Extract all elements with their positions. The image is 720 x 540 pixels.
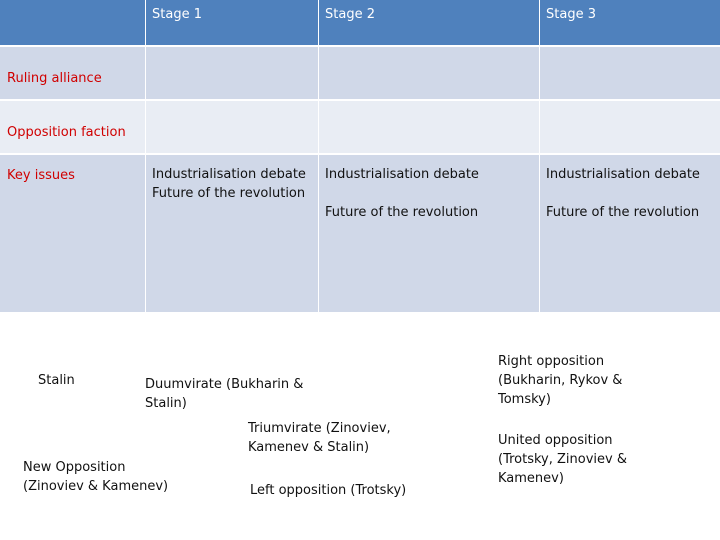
- row-key-issues-label-cell: [0, 155, 146, 314]
- key-issues-stage-3: [540, 155, 720, 314]
- group-right-opposition-line: Tomsky): [498, 392, 551, 407]
- opposition-faction-stage-1: [146, 101, 319, 155]
- issue-text: Future of the revolution: [546, 205, 700, 220]
- group-united-opposition-line: (Trotsky, Zinoviev &: [498, 452, 627, 467]
- group-new-opposition: [23, 458, 168, 496]
- group-triumvirate-line: Kamenev & Stalin): [248, 440, 370, 455]
- group-triumvirate-line: Triumvirate (Zinoviev,: [248, 421, 391, 436]
- header-stage-1-label: Stage 1: [152, 7, 202, 22]
- group-duumvirate: [145, 375, 303, 413]
- header-stage-3: [540, 0, 720, 47]
- group-united-opposition: [498, 431, 627, 488]
- group-duumvirate-line: Duumvirate (Bukharin &: [145, 377, 304, 392]
- group-stalin: Stalin: [38, 373, 75, 388]
- issue-text: Industrialisation debate: [546, 167, 700, 182]
- header-stage-3-label: Stage 3: [546, 7, 596, 22]
- issue-text: Industrialisation debate: [152, 167, 306, 182]
- row-label-ruling-alliance: Ruling alliance: [7, 71, 102, 86]
- header-stage-2: [319, 0, 540, 47]
- group-united-opposition-line: United opposition: [498, 433, 613, 448]
- group-right-opposition: [498, 352, 622, 409]
- ruling-alliance-stage-2: [319, 47, 540, 101]
- group-triumvirate: [248, 419, 391, 457]
- issue-text: Industrialisation debate: [325, 167, 479, 182]
- group-left-opposition: Left opposition (Trotsky): [250, 483, 407, 498]
- group-new-opposition-line: (Zinoviev & Kamenev): [23, 479, 169, 494]
- issue-text: Future of the revolution: [152, 186, 306, 201]
- group-new-opposition-line: New Opposition: [23, 460, 126, 475]
- group-duumvirate-line: Stalin): [145, 396, 187, 411]
- header-empty-cell: [0, 0, 146, 47]
- group-united-opposition-line: Kamenev): [498, 471, 564, 486]
- group-right-opposition-line: (Bukharin, Rykov &: [498, 373, 623, 388]
- key-issues-stage-2: [319, 155, 540, 314]
- ruling-alliance-stage-1: [146, 47, 319, 101]
- header-stage-2-label: Stage 2: [325, 7, 375, 22]
- group-right-opposition-line: Right opposition: [498, 354, 605, 369]
- row-label-opposition-faction: Opposition faction: [7, 125, 126, 140]
- row-opposition-faction-label-cell: [0, 101, 146, 155]
- opposition-faction-stage-3: [540, 101, 720, 155]
- header-stage-1: [146, 0, 319, 47]
- row-ruling-alliance-label-cell: [0, 47, 146, 101]
- opposition-faction-stage-2: [319, 101, 540, 155]
- issue-text: Future of the revolution: [325, 205, 479, 220]
- row-label-key-issues: Key issues: [7, 168, 75, 183]
- key-issues-stage-1: [146, 155, 319, 314]
- ruling-alliance-stage-3: [540, 47, 720, 101]
